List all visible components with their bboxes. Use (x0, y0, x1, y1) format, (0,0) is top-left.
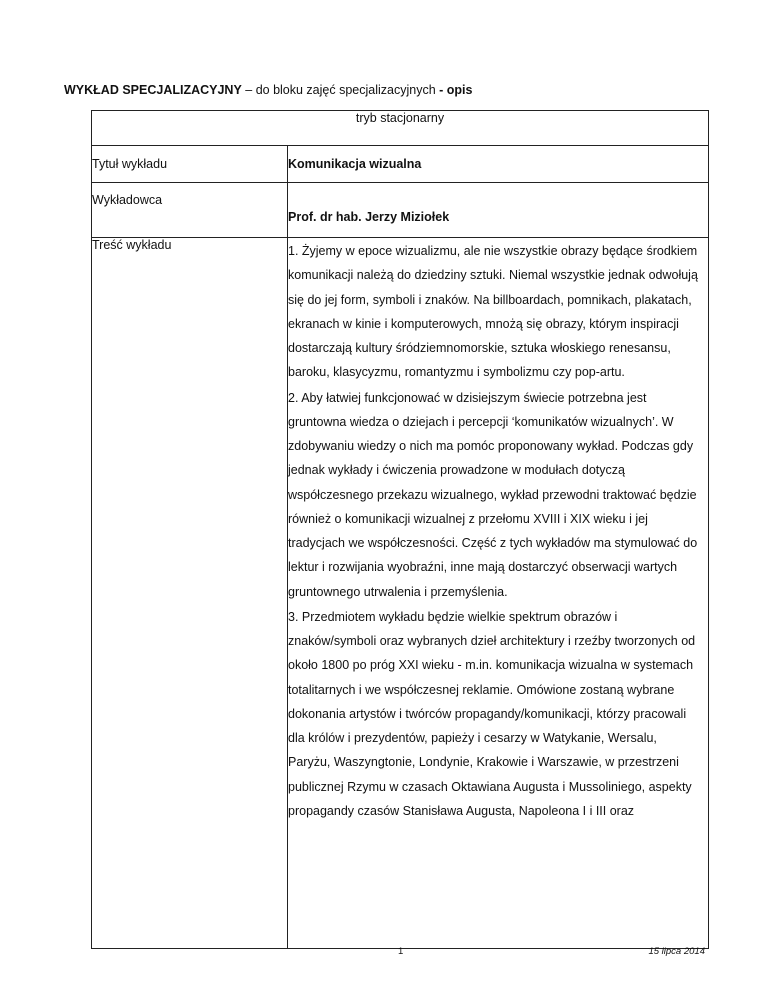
document-heading (64, 83, 472, 97)
table-row (92, 183, 709, 238)
content-paragraph-3: 3. Przedmiotem wykładu będzie wielkie spektrum obrazów i znaków/symboli oraz wybranych dzieł architektury i rzeźby tworzonych od około 1800 po próg XXI wieku - m.in. komunikacja wizualna w systemach totalitarnych i we współczesnej reklamie. Omówione zostaną wybrane dokonania artystów i twórców propagandy/komunikacji, którzy pracowali dla królów i prezydentów, papieży i cesarzy w Watykanie, Wersalu, Paryżu, Waszyngtonie, Londynie, Krakowie i Warszawie, w przestrzeni publicznej Rzymu w czasach Oktawiana Augusta i Mussoliniego, aspekty propagandy czasów Stanisława Augusta, Napoleona I i III oraz (288, 609, 696, 818)
lecture-table (91, 110, 709, 949)
content-label-cell (92, 238, 288, 949)
study-mode-cell (92, 111, 709, 146)
title-label: Tytuł wykładu (92, 157, 168, 171)
content-value-cell (288, 238, 709, 949)
content-label: Treść wykładu (92, 238, 172, 252)
title-value-cell (288, 146, 709, 183)
heading-suffix: - opis (439, 83, 473, 97)
heading-text: – do bloku zajęć specjalizacyjnych (241, 83, 440, 97)
footer-date: 15 lipca 2014 (648, 946, 705, 957)
lecture-title: Komunikacja wizualna (288, 157, 422, 171)
study-mode: tryb stacjonarny (355, 111, 445, 125)
table-row (92, 238, 709, 949)
lecturer-label-cell (92, 183, 288, 238)
content-paragraph-2: 2. Aby łatwiej funkcjonować w dzisiejszym świecie potrzebna jest gruntowna wiedza o dziejach i percepcji ‘komunikatów wizualnych’. W zdobywaniu wiedzy o nich ma pomóc proponowany wykład. Podczas gdy jednak wykłady i ćwiczenia prowadzone w modułach dotyczą współczesnego przekazu wizualnego, wykład przewodni traktować będzie również o komunikacji wizualnej z przełomu XVIII i XIX wieku i jej tradycjach we współczesności. Część z tych wykładów ma stymulować do lektur i rozwijania wyobraźni, inne mają dostarczyć obserwacji wartych gruntownego utrwalenia i przemyślenia. (288, 390, 698, 599)
table-row (92, 146, 709, 183)
title-label-cell (92, 146, 288, 183)
heading-bold: WYKŁAD SPECJALIZACYJNY (64, 83, 242, 97)
page-number: 1 (398, 946, 404, 957)
lecturer-value-cell (288, 183, 709, 238)
lecturer-label: Wykładowca (92, 193, 163, 207)
content-paragraph-1: 1. Żyjemy w epoce wizualizmu, ale nie wszystkie obrazy będące środkiem komunikacji należą do dziedziny sztuki. Niemal wszystkie jednak odwołują się do jej form, symboli i znaków. Na billboardach, pomnikach, plakatach, ekranach w kinie i komputerowych, mnożą się obrazy, którym inspiracji dostarczają kultury śródziemnomorskie, sztuka włoskiego renesansu, baroku, klasycyzmu, romantyzmu i symbolizmu czy pop-artu. (288, 244, 698, 380)
lecturer-name: Prof. dr hab. Jerzy Miziołek (288, 210, 450, 224)
